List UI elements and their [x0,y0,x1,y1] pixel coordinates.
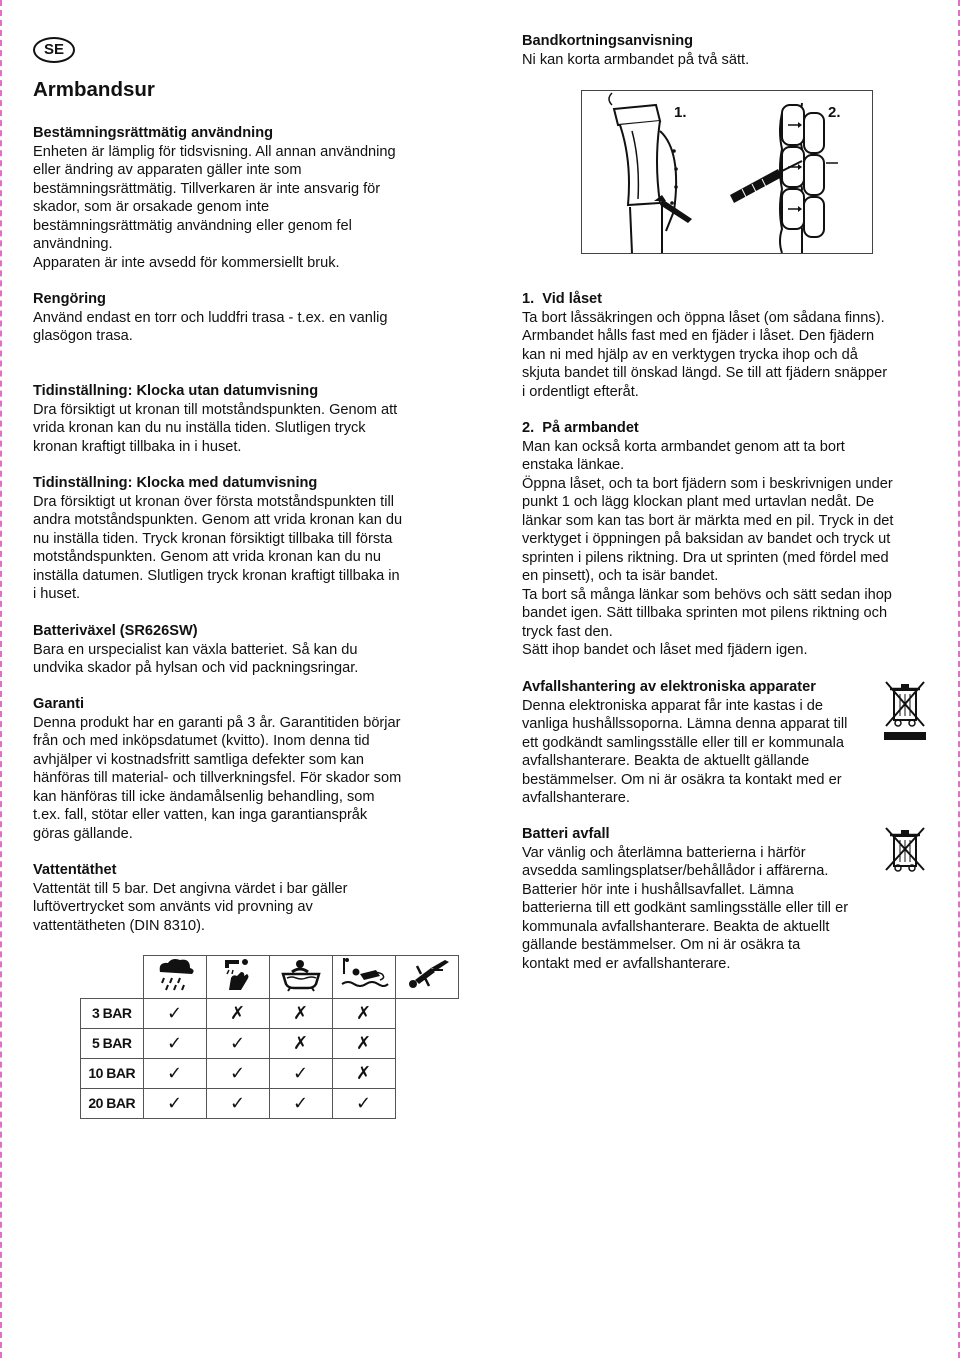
section-heading: Garanti [33,696,85,712]
section-battery-disposal [522,825,902,973]
section-cleaning [33,290,483,346]
text-line: t.ex. fall, stötar eller vatten, kan inga garantianspråk [33,807,368,823]
check-icon: ✓ [332,1088,395,1118]
section-band-shortening [522,32,942,69]
text-line: avhjälper vi kostnadsfritt samtliga defekter som kan [33,751,364,768]
text-line: i ordentligt efteråt. [522,383,639,400]
text-line: från och med inköpsdatumet (kvitto). Inom denna tid [33,733,370,749]
cross-icon: ✗ [332,1028,395,1058]
weee-bin-icon [884,680,926,748]
text-line: eller ändring av apparaten gäller inte som [33,162,302,178]
text-line: punkt 1 och lägg klockan plant med urtavlan nedåt. De [522,494,875,510]
table-row [81,1088,459,1118]
section-intended-use [33,124,483,272]
text-line: vrida kronan kan du nu inställa tiden. Slutligen tryck [33,420,366,436]
text-line: Enheten är lämplig för tidsvisning. All annan användning [33,143,396,160]
text-line: undvika skador på hylsan och vid packningsringar. [33,660,359,676]
shower-hand-icon [206,956,269,999]
text-line: glasögon trasa. [33,328,133,344]
band-shortening-figure [581,90,873,254]
text-line: Denna produkt har en garanti på 3 år. Garantitiden börjar [33,714,401,731]
check-icon: ✓ [206,1028,269,1058]
text-line: nu inställa tiden. Tryck kronan försiktigt tillbaka till första [33,530,393,547]
text-line: Använd endast en torr och luddfri trasa - t.ex. en vanlig [33,309,388,326]
section-heading: Tidinställning: Klocka med datumvisning [33,475,318,491]
text-line: hänföras till material- och tillverkningsfel. För skador som [33,770,402,786]
check-icon: ✓ [206,1088,269,1118]
check-icon: ✓ [143,998,206,1028]
text-line: skjuta bandet till önskad längd. Se till att fjädern snäpper [522,365,888,381]
text-line: enstaka länkae. [522,457,625,473]
section-warranty [33,695,483,843]
text-line: kan ni med hjälp av en verktygen trycka ihop och då [522,346,858,363]
cross-icon: ✗ [332,998,395,1028]
text-line: skador, som är orsakade genom inte [33,199,270,215]
text-line: vattentätheten (DIN 8310). [33,917,205,934]
section-heading: Bestämningsrättmätig användning [33,125,274,141]
text-line: andra motståndspunkten. Genom att vrida kronan kan du [33,512,403,528]
text-line: en pinsett), och ta isär bandet. [522,568,719,584]
text-line: Ta bort låssäkringen och öppna låset (om sådana finns). [522,309,885,326]
section-heading: Avfallshantering av elektroniska apparater [522,679,816,695]
section-on-band [522,419,942,660]
rain-icon [143,956,206,999]
text-line: kan hänföras till icke ändamålsenlig behandling, som [33,788,375,805]
check-icon: ✓ [143,1028,206,1058]
text-line: inställa datumen. Slutligen tryck kronan kraftigt tillbaka in [33,567,400,584]
text-line: Batterier hör inte i hushållsavfallet. Lämna [522,881,794,898]
section-heading: Tidinställning: Klocka utan datumvisning [33,383,319,399]
diving-icon [395,956,458,999]
figure-label-2: 2. [828,104,841,121]
text-line: ett godkändt samlingsställe eller till er kommunala [522,734,845,751]
text-line: Man kan också korta armbandet genom att ta bort [522,438,845,455]
text-line: gällande bestämmelser. Om ni är osäkra ta [522,937,801,953]
check-icon: ✓ [206,1058,269,1088]
text-line: Vattentät till 5 bar. Det angivna värdet i bar gäller [33,880,348,897]
text-line: Apparaten är inte avsedd för kommersiellt bruk. [33,254,340,271]
text-line: bestämningsrättmätig användning eller genom fel [33,217,352,234]
check-icon: ✓ [269,1058,332,1088]
text-line: Armbandet hålls fast med en fjäder i låset. Den fjädern [522,328,875,344]
table-row [81,1058,459,1088]
check-icon: ✓ [269,1088,332,1118]
text-line: sprinten i pilens riktning. Dra ut sprinten (med fördel med [522,549,889,566]
check-icon: ✓ [143,1088,206,1118]
text-line: kommunala avfallshanterare. Beakta de aktuellt [522,918,830,935]
text-line: länkar som kan tas bort är märkta med en pil. Tryck in det [522,512,894,529]
text-line: luftövertrycket som använts vid provning av [33,899,313,915]
text-line: verktyget i öppningen på baksidan av bandet och tryck ut [522,531,891,547]
text-line: Dra försiktigt ut kronan till motståndspunkten. Genom att [33,401,398,418]
bar-label: 10 BAR [81,1058,144,1088]
table-row [81,1028,459,1058]
text-line: Bara en urspecialist kan växla batteriet. Så kan du [33,641,358,658]
text-line: Var vänlig och återlämna batterierna i härför [522,844,806,861]
section-time-no-date [33,382,483,456]
swimming-icon [332,956,395,999]
text-line: kontakt med er avfallshanterare. [522,955,731,972]
bath-icon [269,956,332,999]
cross-icon: ✗ [206,998,269,1028]
section-electronic-disposal [522,678,882,808]
text-line: bestämningsrättmätig. Tillverkaren är inte ansvarig för [33,180,381,197]
text-line: avfallshanterare. [522,790,630,806]
section-heading: 2. På armbandet [522,420,639,436]
text-line: tryck fast den. [522,623,613,640]
section-at-clasp [522,290,942,401]
figure-label-1: 1. [674,104,687,121]
cross-icon: ✗ [332,1058,395,1088]
cross-icon: ✗ [269,1028,332,1058]
section-heading: Batteriväxel (SR626SW) [33,623,198,639]
text-line: Öppna låset, och ta bort fjädern som i beskrivnigen under [522,475,893,492]
section-battery-change [33,622,483,678]
language-badge: SE [33,37,75,63]
text-line: bestämmelser. Om ni är osäkra ta kontakt med er [522,771,842,788]
page-title: Armbandsur [33,78,155,101]
text-line: vanliga hushållssoporna. Lämna denna apparat till [522,716,848,732]
battery-bin-icon [884,826,926,878]
section-heading: Rengöring [33,291,106,307]
section-heading: Bandkortningsanvisning [522,33,694,49]
table-row [81,998,459,1028]
text-line: i huset. [33,586,81,602]
text-line: motståndspunkten. Genom att vrida kronan kan du nu [33,549,382,565]
section-water-resistance [33,861,483,935]
text-line: avsedda samlingsplatser/behållådor i affärerna. [522,863,829,879]
bar-label: 5 BAR [81,1028,144,1058]
text-line: göras gällande. [33,825,133,842]
text-line: Sätt ihop bandet och låset med fjädern igen. [522,642,808,658]
text-line: kronan kraftigt tillbaka in i huset. [33,438,242,455]
section-heading: Batteri avfall [522,826,610,842]
section-heading: Vattentäthet [33,862,117,878]
table-icon-row [81,956,459,999]
cross-icon: ✗ [269,998,332,1028]
text-line: bandet igen. Sätt tillbaka sprinten mot pilens riktning och [522,605,888,621]
text-line: batterierna till ett godkänt samlingsställe eller till er [522,900,849,916]
water-resistance-table [80,955,459,1119]
check-icon: ✓ [143,1058,206,1088]
bar-label: 20 BAR [81,1088,144,1118]
text-line: Ta bort så många länkar som behövs och sätt sedan ihop [522,586,892,603]
text-line: Dra försiktigt ut kronan över första motståndspunkten till [33,493,394,510]
text-line: Ni kan korta armbandet på två sätt. [522,51,750,68]
text-line: avfallshanterare. Beakta de aktuellt gällande [522,753,810,769]
text-line: användning. [33,236,113,252]
text-line: Denna elektroniska apparat får inte kastas i de [522,697,823,714]
bar-label: 3 BAR [81,998,144,1028]
section-time-with-date [33,474,483,604]
section-heading: 1. Vid låset [522,291,603,307]
